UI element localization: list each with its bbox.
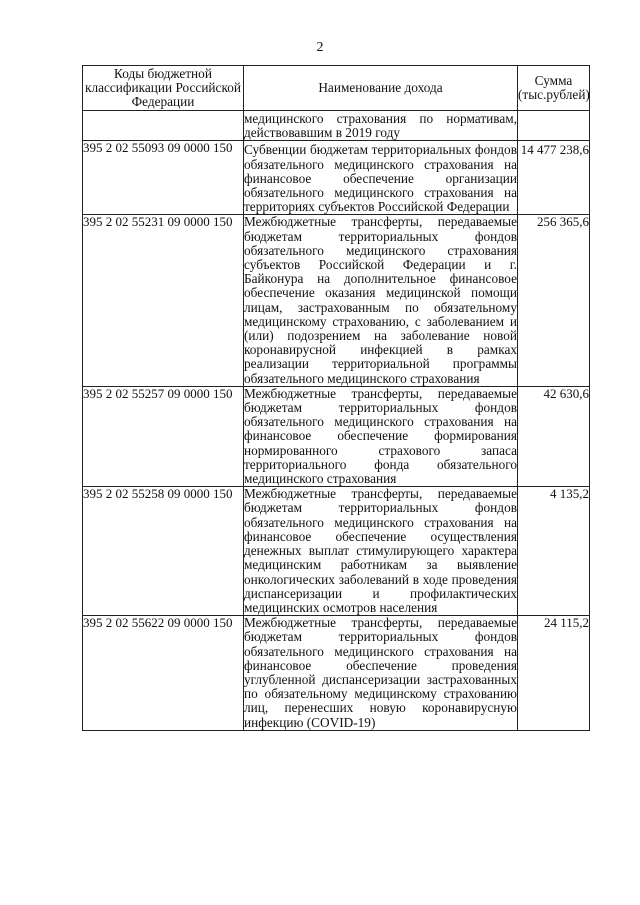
table-row: [83, 215, 590, 386]
header-name: Наименование дохода: [244, 66, 518, 111]
revenue-table: [82, 65, 590, 731]
page-number: 2: [316, 40, 324, 55]
table-header-row: [83, 66, 590, 111]
row-sum: 4 135,2: [518, 487, 590, 616]
row-name: Субвенции бюджетам территориальных фондов обязательного медицинского страхования на финансовое обеспечение организации обязательного медицинского страхования на территориях субъектов Российской Федерации: [244, 142, 517, 215]
table-row: [83, 487, 590, 616]
row-code: [83, 111, 244, 141]
row-name: Межбюджетные трансферты, передаваемые бюджетам территориальных фондов обязательного медицинского страхования на финансовое обеспечение формирования нормированного страхового запаса территориального фонда обязательного медицинского страхования: [244, 385, 517, 487]
header-code: Коды бюджетной классификации Российской Федерации: [83, 66, 244, 111]
table-row: [83, 386, 590, 486]
row-name: Межбюджетные трансферты, передаваемые бюджетам территориальных фондов обязательного медицинского страхования субъектов Российской Федерации и г. Байконура на дополнительное финансовое обеспечение оказания медицинской помощи лицам, застрахованным по обязательному медицинскому страхованию, с заболеванием и (или) подозрением на заболевание новой коронавирусной инфекцией в рамках реализации территориальной программы обязательного медицинского страхования: [244, 214, 517, 386]
row-sum: [518, 111, 590, 141]
table-row: [83, 141, 590, 215]
row-name: медицинского страхования по нормативам, действовавшим в 2019 году: [244, 111, 517, 141]
row-code: 395 2 02 55231 09 0000 150: [83, 215, 244, 386]
row-sum: 14 477 238,6: [518, 141, 590, 215]
table-row: [83, 111, 590, 141]
table-row: [83, 616, 590, 731]
row-sum: 24 115,2: [518, 616, 590, 731]
row-name: Межбюджетные трансферты, передаваемые бюджетам территориальных фондов обязательного медицинского страхования на финансовое обеспечение осуществления денежных выплат стимулирующего характера медицинским работникам за выявление онкологических заболеваний в ходе проведения диспансеризации и профилактических медицинских осмотров населения: [244, 486, 517, 615]
row-name: Межбюджетные трансферты, передаваемые бюджетам территориальных фондов обязательного медицинского страхования на финансовое обеспечение проведения углубленной диспансеризации застрахованных по обязательному медицинскому страхованию лиц, перенесших новую коронавирусную инфекцию (COVID-19): [244, 615, 517, 730]
row-code: 395 2 02 55257 09 0000 150: [83, 386, 244, 486]
row-sum: 256 365,6: [518, 215, 590, 386]
header-sum: Сумма (тыс.рублей): [518, 66, 590, 111]
row-code: 395 2 02 55258 09 0000 150: [83, 487, 244, 616]
row-code: 395 2 02 55622 09 0000 150: [83, 616, 244, 731]
row-code: 395 2 02 55093 09 0000 150: [83, 141, 244, 215]
row-sum: 42 630,6: [518, 386, 590, 486]
